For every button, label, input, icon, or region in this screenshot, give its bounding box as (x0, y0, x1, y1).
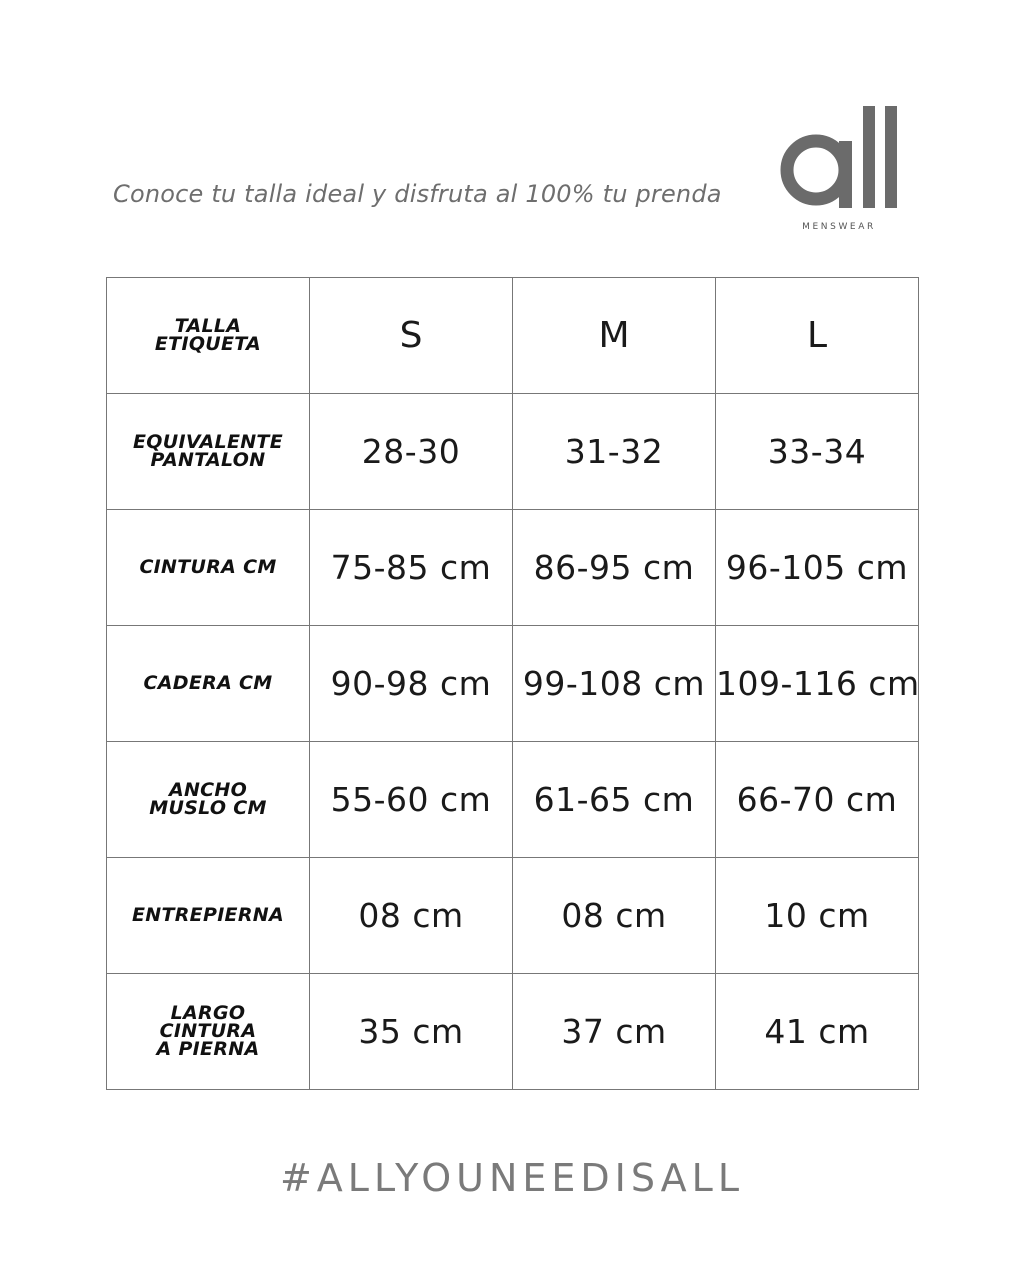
value-cell (716, 742, 919, 858)
value-cell (310, 858, 513, 974)
cell-value: 35 cm (358, 1012, 464, 1051)
value-cell (716, 510, 919, 626)
row-label: ENTREPIERNA (132, 903, 284, 926)
value-cell (716, 858, 919, 974)
value-cell (310, 742, 513, 858)
row-label: ANCHO MUSLO CM (149, 778, 267, 819)
cell-value: 33-34 (767, 432, 867, 471)
row-label-cell (107, 742, 310, 858)
cell-value: 31-32 (564, 432, 664, 471)
table-row (107, 626, 919, 742)
cell-value: 61-65 cm (533, 780, 695, 819)
cell-value: 90-98 cm (330, 664, 492, 703)
row-label-cell (107, 510, 310, 626)
cell-value: 41 cm (764, 1012, 870, 1051)
header-label-cell (107, 278, 310, 394)
all-logo-mark (776, 104, 902, 212)
value-cell (513, 858, 716, 974)
table-row (107, 858, 919, 974)
table-row (107, 394, 919, 510)
row-label-cell (107, 626, 310, 742)
cell-value: 75-85 cm (330, 548, 492, 587)
value-cell (513, 394, 716, 510)
table-row (107, 974, 919, 1090)
value-cell (310, 394, 513, 510)
value-cell (513, 510, 716, 626)
brand-logo (776, 104, 902, 236)
row-label: EQUIVALENTE PANTALON (133, 430, 283, 471)
table-header-row (107, 278, 919, 394)
cell-value: 08 cm (561, 896, 667, 935)
value-cell (513, 974, 716, 1090)
value-cell (310, 626, 513, 742)
table-row (107, 742, 919, 858)
size-header-cell (310, 278, 513, 394)
cell-value: 37 cm (561, 1012, 667, 1051)
cell-value: 66-70 cm (736, 780, 898, 819)
size-header-cell (513, 278, 716, 394)
row-label: CADERA CM (143, 671, 273, 694)
value-cell (513, 626, 716, 742)
cell-value: 109-116 cm (716, 664, 920, 703)
row-label-cell (107, 974, 310, 1090)
value-cell (310, 974, 513, 1090)
tagline: Conoce tu talla ideal y disfruta al 100% tu prenda (113, 180, 722, 208)
row-label: CINTURA CM (139, 555, 277, 578)
logo-subtitle: MENSWEAR (802, 222, 876, 232)
row-label: TALLA ETIQUETA (154, 314, 262, 355)
value-cell (716, 394, 919, 510)
size-label: L (806, 315, 828, 356)
cell-value: 96-105 cm (725, 548, 909, 587)
row-label: LARGO CINTURA A PIERNA (156, 1001, 260, 1060)
size-header-cell (716, 278, 919, 394)
value-cell (513, 742, 716, 858)
size-label: M (598, 315, 630, 356)
cell-value: 86-95 cm (533, 548, 695, 587)
cell-value: 55-60 cm (330, 780, 492, 819)
cell-value: 99-108 cm (522, 664, 706, 703)
cell-value: 10 cm (764, 896, 870, 935)
value-cell (310, 510, 513, 626)
table-row (107, 510, 919, 626)
row-label-cell (107, 394, 310, 510)
size-chart-table (106, 277, 919, 1090)
cell-value: 28-30 (361, 432, 461, 471)
footer-hashtag: #ALLYOUNEEDISALL (279, 1156, 745, 1200)
value-cell (716, 974, 919, 1090)
cell-value: 08 cm (358, 896, 464, 935)
size-label: S (399, 315, 423, 356)
row-label-cell (107, 858, 310, 974)
value-cell (716, 626, 919, 742)
